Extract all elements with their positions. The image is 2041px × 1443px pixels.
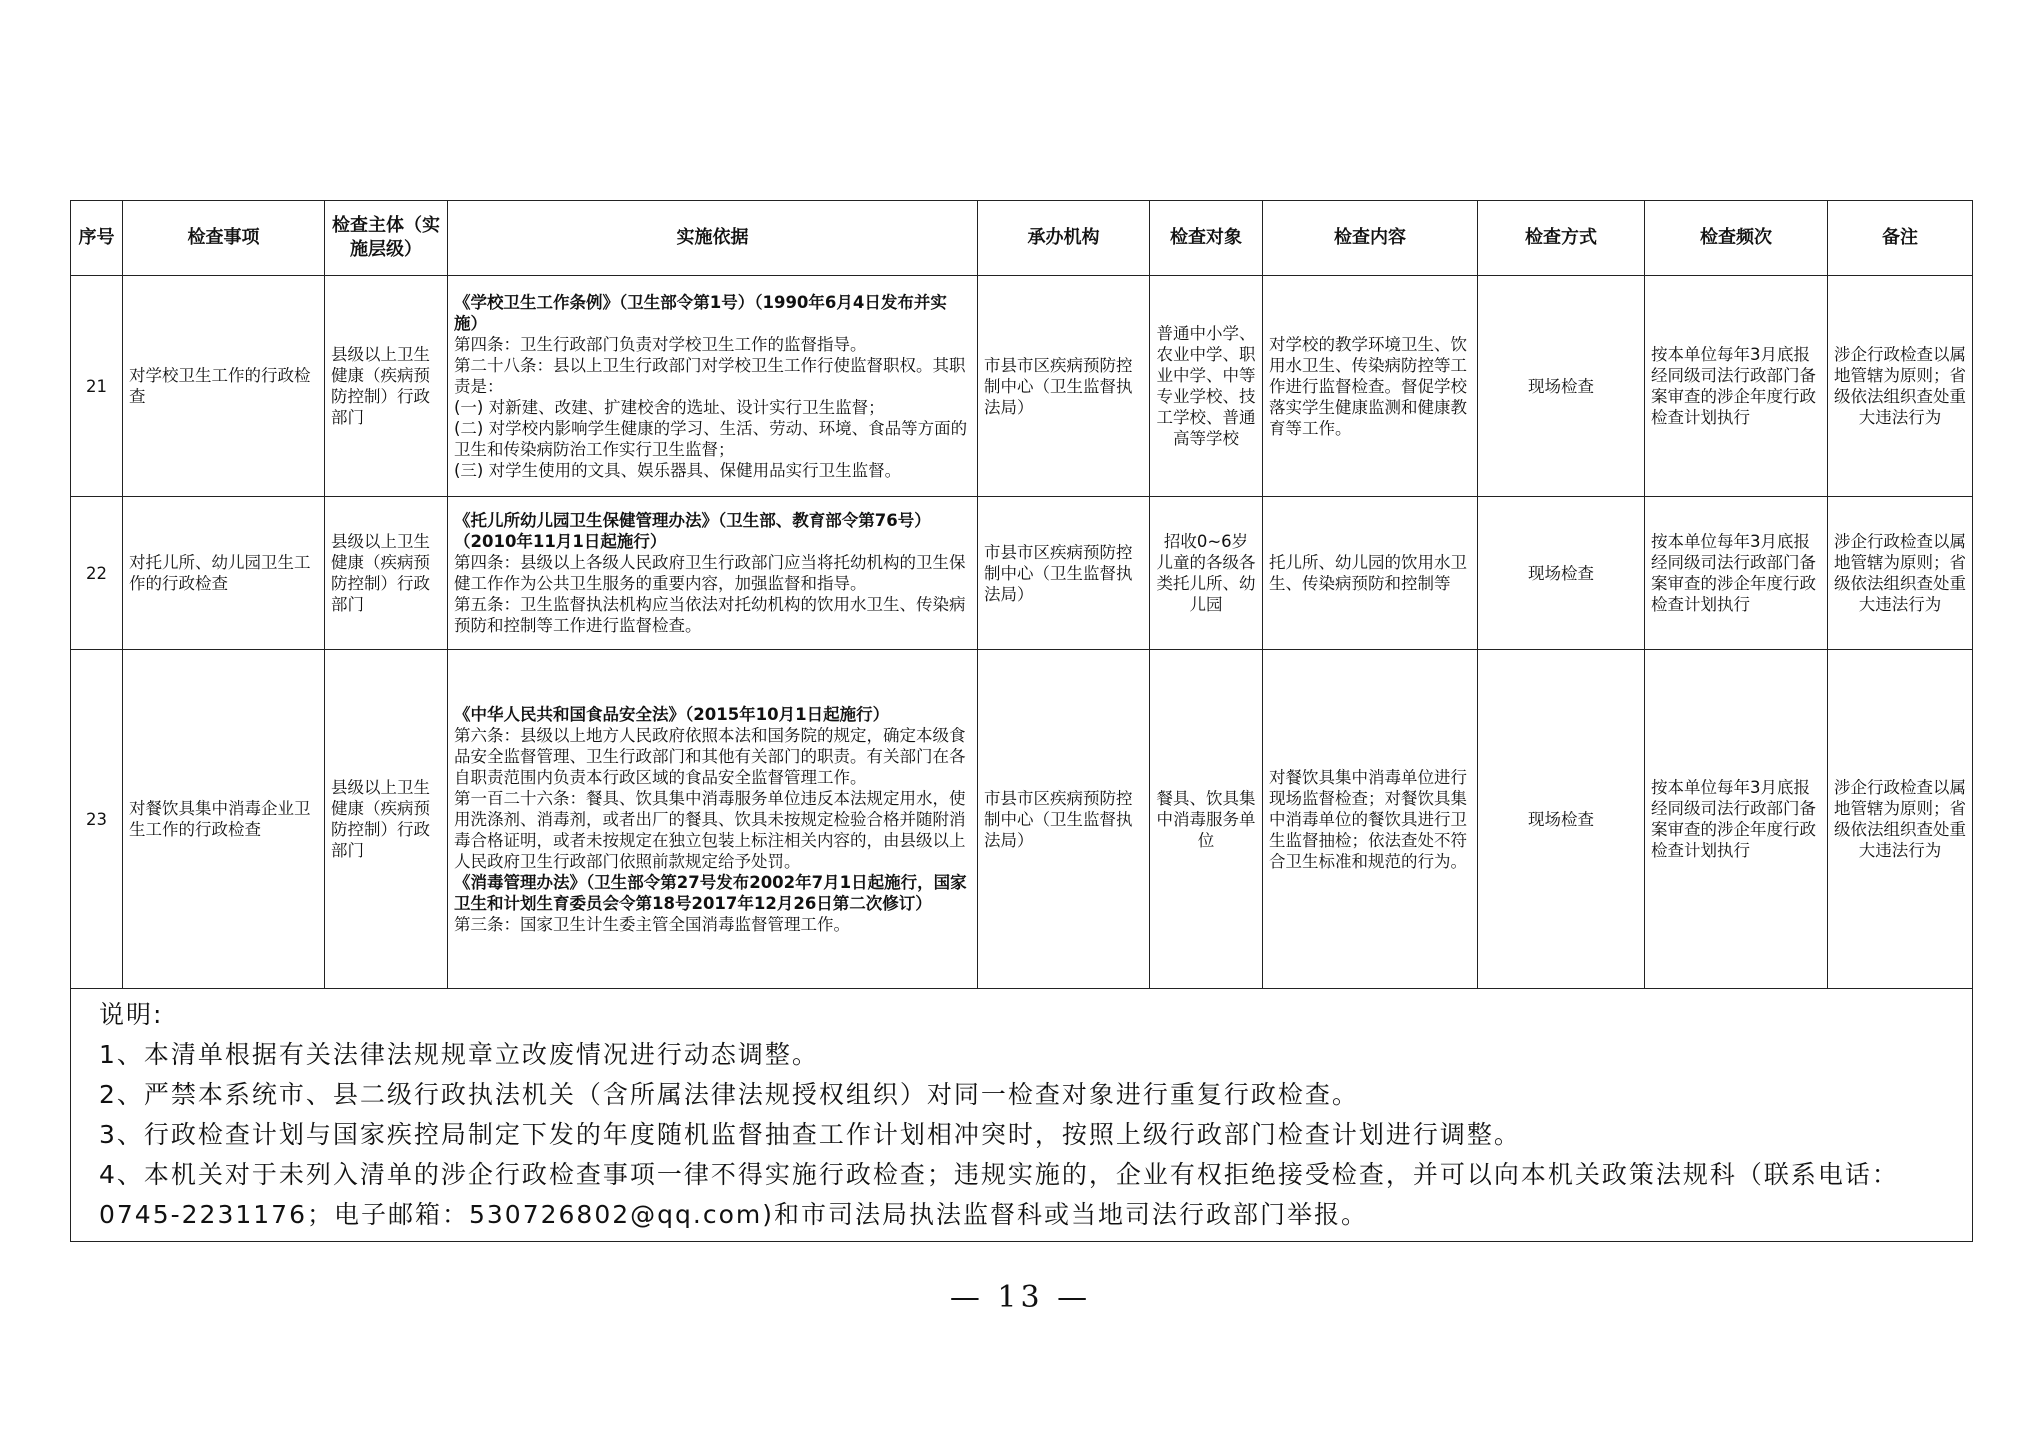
page-number: — 13 — xyxy=(949,1280,1092,1315)
inspection-frequency: 按本单位每年3月底报经同级司法行政部门备案审查的涉企年度行政检查计划执行 xyxy=(1645,650,1828,989)
inspection-method: 现场检查 xyxy=(1478,276,1645,497)
header-target: 检查对象 xyxy=(1150,201,1263,276)
inspection-target: 招收0~6岁儿童的各级各类托儿所、幼儿园 xyxy=(1150,497,1263,650)
header-row xyxy=(71,201,1973,276)
handling-agency: 市县市区疾病预防控制中心（卫生监督执法局） xyxy=(978,276,1150,497)
table-row xyxy=(71,497,1973,650)
basis-paragraph: 第六条：县级以上地方人民政府依照本法和国务院的规定，确定本级食品安全监督管理、卫生行政部门和其他有关部门的职责。有关部门在各自职责范围内负责本行政区域的食品安全监督管理工作。 xyxy=(454,725,966,787)
header-subject: 检查主体（实施层级） xyxy=(325,201,448,276)
basis-paragraph: 第二十八条：县以上卫生行政部门对学校卫生工作行使监督职权。其职责是： xyxy=(454,355,966,396)
header-agency: 承办机构 xyxy=(978,201,1150,276)
legal-basis xyxy=(448,650,978,989)
header-content: 检查内容 xyxy=(1263,201,1478,276)
table-row xyxy=(71,276,1973,497)
notes-title: 说明: xyxy=(99,1000,164,1029)
inspection-content: 对餐饮具集中消毒单位进行现场监督检查；对餐饮具集中消毒单位的餐饮具进行卫生监督抽检；依法查处不符合卫生标准和规范的行为。 xyxy=(1263,650,1478,989)
note-item: 3、行政检查计划与国家疾控局制定下发的年度随机监督抽查工作计划相冲突时，按照上级行政部门检查计划进行调整。 xyxy=(99,1120,1521,1149)
header-frequency: 检查频次 xyxy=(1645,201,1828,276)
header-method: 检查方式 xyxy=(1478,201,1645,276)
inspection-subject: 县级以上卫生健康（疾病预防控制）行政部门 xyxy=(325,497,448,650)
inspection-content: 托儿所、幼儿园的饮用水卫生、传染病预防和控制等 xyxy=(1263,497,1478,650)
inspection-item: 对餐饮具集中消毒企业卫生工作的行政检查 xyxy=(123,650,325,989)
header-item: 检查事项 xyxy=(123,201,325,276)
legal-basis xyxy=(448,276,978,497)
header-no: 序号 xyxy=(71,201,123,276)
basis-paragraph: 《中华人民共和国食品安全法》（2015年10月1日起施行） xyxy=(454,704,890,724)
basis-paragraph: 《消毒管理办法》（卫生部令第27号发布2002年7月1日起施行，国家卫生和计划生育委员会令第18号2017年12月26日第二次修订） xyxy=(454,872,967,913)
row-number: 23 xyxy=(71,650,123,989)
inspection-item: 对学校卫生工作的行政检查 xyxy=(123,276,325,497)
row-number: 22 xyxy=(71,497,123,650)
basis-paragraph: 《学校卫生工作条例》（卫生部令第1号）（1990年6月4日发布并实施） xyxy=(454,292,947,333)
basis-paragraph: (一) 对新建、改建、扩建校舍的选址、设计实行卫生监督； xyxy=(454,397,885,417)
legal-basis xyxy=(448,497,978,650)
basis-paragraph: 第一百二十六条：餐具、饮具集中消毒服务单位违反本法规定用水，使用洗涤剂、消毒剂，或者出厂的餐具、饮具未按规定检验合格并随附消毒合格证明，或者未按规定在独立包装上标注相关内容的，由县级以上人民政府卫生行政部门依照前款规定给予处罚。 xyxy=(454,788,966,871)
note-item: 2、严禁本系统市、县二级行政执法机关（含所属法律法规授权组织）对同一检查对象进行重复行政检查。 xyxy=(99,1080,1359,1109)
inspection-target: 餐具、饮具集中消毒服务单位 xyxy=(1150,650,1263,989)
basis-paragraph: 第四条：卫生行政部门负责对学校卫生工作的监督指导。 xyxy=(454,334,867,354)
row-number: 21 xyxy=(71,276,123,497)
handling-agency: 市县市区疾病预防控制中心（卫生监督执法局） xyxy=(978,497,1150,650)
basis-paragraph: (二) 对学校内影响学生健康的学习、生活、劳动、环境、食品等方面的卫生和传染病防治工作实行卫生监督； xyxy=(454,418,968,459)
inspection-frequency: 按本单位每年3月底报经同级司法行政部门备案审查的涉企年度行政检查计划执行 xyxy=(1645,497,1828,650)
note-item: 1、本清单根据有关法律法规规章立改废情况进行动态调整。 xyxy=(99,1040,819,1069)
inspection-subject: 县级以上卫生健康（疾病预防控制）行政部门 xyxy=(325,650,448,989)
remark: 涉企行政检查以属地管辖为原则；省级依法组织查处重大违法行为 xyxy=(1828,276,1973,497)
basis-paragraph: 第四条：县级以上各级人民政府卫生行政部门应当将托幼机构的卫生保健工作作为公共卫生服务的重要内容，加强监督和指导。 xyxy=(454,553,966,593)
header-remark: 备注 xyxy=(1828,201,1973,276)
notes-row xyxy=(71,989,1973,1242)
inspection-frequency: 按本单位每年3月底报经同级司法行政部门备案审查的涉企年度行政检查计划执行 xyxy=(1645,276,1828,497)
inspection-method: 现场检查 xyxy=(1478,497,1645,650)
table-row xyxy=(71,650,1973,989)
inspection-target: 普通中小学、农业中学、职业中学、中等专业学校、技工学校、普通高等学校 xyxy=(1150,276,1263,497)
inspection-method: 现场检查 xyxy=(1478,650,1645,989)
inspection-subject: 县级以上卫生健康（疾病预防控制）行政部门 xyxy=(325,276,448,497)
inspection-item: 对托儿所、幼儿园卫生工作的行政检查 xyxy=(123,497,325,650)
remark: 涉企行政检查以属地管辖为原则；省级依法组织查处重大违法行为 xyxy=(1828,650,1973,989)
header-basis: 实施依据 xyxy=(448,201,978,276)
basis-paragraph: (三) 对学生使用的文具、娱乐器具、保健用品实行卫生监督。 xyxy=(454,460,902,480)
basis-paragraph: 第五条：卫生监督执法机构应当依法对托幼机构的饮用水卫生、传染病预防和控制等工作进行监督检查。 xyxy=(454,595,966,635)
basis-paragraph: 《托儿所幼儿园卫生保健管理办法》（卫生部、教育部令第76号）（2010年11月1日起施行） xyxy=(454,511,931,551)
remark: 涉企行政检查以属地管辖为原则；省级依法组织查处重大违法行为 xyxy=(1828,497,1973,650)
basis-paragraph: 第三条：国家卫生计生委主管全国消毒监督管理工作。 xyxy=(454,914,850,934)
notes-section xyxy=(71,989,1973,1242)
inspection-list-table xyxy=(70,200,1973,1242)
handling-agency: 市县市区疾病预防控制中心（卫生监督执法局） xyxy=(978,650,1150,989)
note-item: 4、本机关对于未列入清单的涉企行政检查事项一律不得实施行政检查；违规实施的，企业有权拒绝接受检查，并可以向本机关政策法规科（联系电话：0745-2231176；电子邮箱：530726802@qq.com)和市司法局执法监督科或当地司法行政部门举报。 xyxy=(99,1160,1899,1229)
inspection-content: 对学校的教学环境卫生、饮用水卫生、传染病防控等工作进行监督检查。督促学校落实学生健康监测和健康教育等工作。 xyxy=(1263,276,1478,497)
